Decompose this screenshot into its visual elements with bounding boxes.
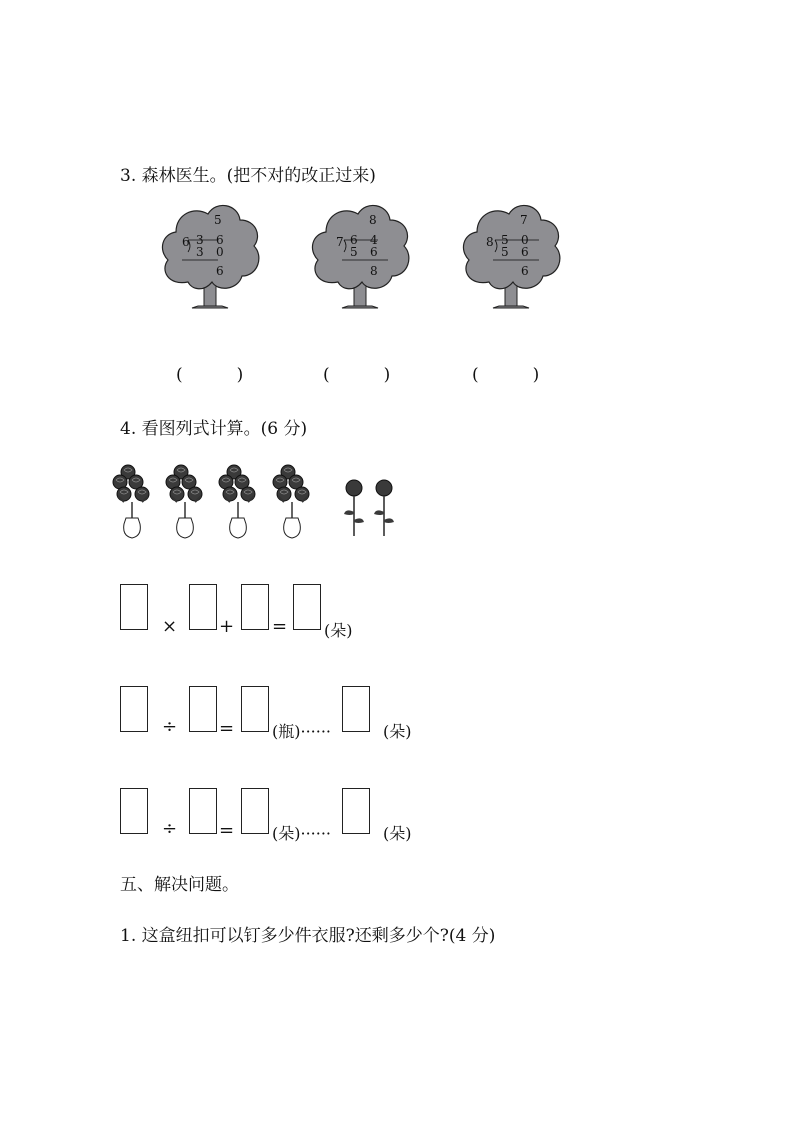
- answer-blank-3[interactable]: ( ): [472, 365, 540, 385]
- unit-label: (朵): [324, 621, 353, 640]
- product-digit: 6: [370, 245, 378, 259]
- answer-box[interactable]: [189, 686, 217, 732]
- product-digit: 6: [521, 245, 529, 259]
- answer-box[interactable]: [293, 584, 321, 630]
- flower-vase-3: [219, 465, 255, 538]
- answer-box[interactable]: [189, 788, 217, 834]
- quotient: 8: [369, 213, 377, 227]
- flower-vase-2: [166, 465, 202, 538]
- answer-blank-2[interactable]: ( ): [323, 365, 391, 385]
- equals-sign: =: [219, 718, 235, 739]
- answer-box[interactable]: [241, 686, 269, 732]
- answer-box[interactable]: [342, 788, 370, 834]
- dividend-digit: 0: [521, 233, 529, 247]
- product-digit: 5: [350, 245, 358, 259]
- divide-sign: ÷: [162, 818, 178, 839]
- answer-box[interactable]: [120, 686, 148, 732]
- unit-label: (朵)······: [272, 824, 332, 843]
- remainder: 6: [216, 264, 224, 278]
- divisor: 7: [336, 235, 344, 249]
- divisor: 8: [486, 235, 494, 249]
- equals-sign: =: [272, 616, 288, 637]
- dividend-digit: 5: [501, 233, 509, 247]
- question-1: 1. 这盒纽扣可以钉多少件衣服?还剩多少个?(4 分): [120, 926, 496, 946]
- unit-label: (朵): [383, 722, 412, 741]
- answer-box[interactable]: [241, 584, 269, 630]
- remainder: 6: [521, 264, 529, 278]
- quotient: 7: [520, 213, 528, 227]
- product-digit: 5: [501, 245, 509, 259]
- section3-title: 3. 森林医生。(把不对的改正过来): [120, 166, 376, 186]
- unit-label: (瓶)······: [272, 722, 332, 741]
- section4-title: 4. 看图列式计算。(6 分): [120, 419, 308, 439]
- flowers-illustration: [112, 458, 412, 540]
- tree-doctor-2: [308, 200, 412, 312]
- section5-title: 五、解决问题。: [120, 875, 239, 895]
- plus-sign: +: [219, 616, 235, 637]
- product-digit: 0: [216, 245, 224, 259]
- tree-doctor-3: [459, 200, 563, 312]
- flower-vase-4: [273, 465, 309, 538]
- answer-box[interactable]: [120, 584, 148, 630]
- answer-blank-1[interactable]: ( ): [176, 365, 244, 385]
- answer-box[interactable]: [120, 788, 148, 834]
- single-flower-2: [374, 480, 394, 536]
- times-sign: ×: [162, 616, 178, 637]
- divisor: 6: [182, 235, 190, 249]
- answer-box[interactable]: [342, 686, 370, 732]
- equals-sign: =: [219, 820, 235, 841]
- quotient: 5: [214, 213, 222, 227]
- tree-doctor-1: [158, 200, 262, 312]
- answer-box[interactable]: [241, 788, 269, 834]
- product-digit: 3: [196, 245, 204, 259]
- answer-box[interactable]: [189, 584, 217, 630]
- single-flower-1: [344, 480, 364, 536]
- divide-sign: ÷: [162, 716, 178, 737]
- dividend-digit: 6: [216, 233, 224, 247]
- remainder: 8: [370, 264, 378, 278]
- dividend-digit: 3: [196, 233, 204, 247]
- dividend-digit: 4: [370, 233, 378, 247]
- dividend-digit: 6: [350, 233, 358, 247]
- flower-vase-1: [113, 465, 149, 538]
- unit-label: (朵): [383, 824, 412, 843]
